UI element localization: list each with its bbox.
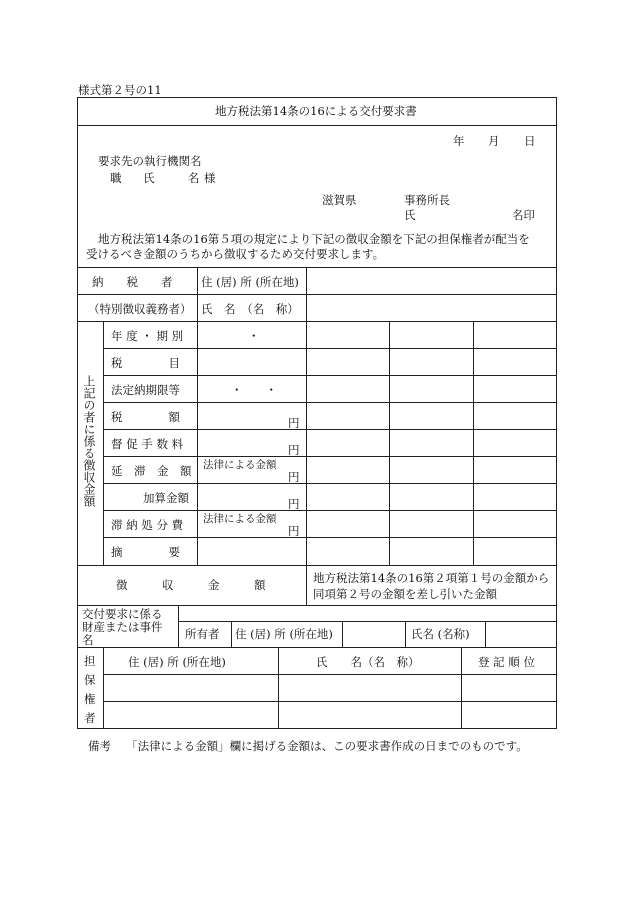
rule-row-7 xyxy=(103,510,557,511)
row-yen-tax-amount: 円 xyxy=(288,416,300,430)
row-yen-disposition-cost: 円 xyxy=(288,524,300,538)
rule-row-5 xyxy=(103,456,557,457)
collection-label: 徴 収 金 額 xyxy=(116,578,266,592)
row-mark-due-date: ・ ・ xyxy=(231,383,277,397)
vline-side-label xyxy=(103,321,104,565)
vline-owner-address xyxy=(342,621,343,647)
security-name-header: 氏 名（名 称） xyxy=(316,655,420,669)
taxpayer-sublabel: （特別徴収義務者） xyxy=(88,302,192,316)
body-text-line-1: 地方税法第14条の16第５項の規定により下記の徴収金額を下記の担保権者が配当を xyxy=(98,232,530,246)
rule-property-mid xyxy=(178,621,557,622)
issuer-surname: 氏 xyxy=(404,208,416,222)
form-title: 地方税法第14条の16による交付要求書 xyxy=(215,104,417,118)
row-label-tax-item: 税 目 xyxy=(111,356,180,370)
property-label-line-2: 財産または事件 xyxy=(82,620,163,634)
row-label-late-charge: 延 滞 金 額 xyxy=(111,464,192,478)
issuer-seal: 名印 xyxy=(512,208,535,222)
vline-col-3 xyxy=(473,321,474,565)
rule-property-end xyxy=(77,647,557,648)
date-day: 日 xyxy=(524,134,536,148)
rule-row-2 xyxy=(103,375,557,376)
property-label-line-1: 交付要求に係る xyxy=(82,607,163,621)
taxpayer-name-label: 氏 名 （名 称） xyxy=(201,302,299,316)
security-side-char-2: 保 xyxy=(84,673,96,687)
vline-owner-name-label xyxy=(405,621,406,647)
rule-row-8 xyxy=(103,537,557,538)
vline-taxpayer-label xyxy=(197,267,198,321)
security-side-char-1: 担 xyxy=(84,654,96,668)
rule-title xyxy=(77,125,557,126)
form-number: 様式第２号の11 xyxy=(78,83,162,97)
property-label-line-3: 名 xyxy=(82,633,94,647)
vline-security-name xyxy=(461,647,462,729)
row-label-tax-amount: 税 額 xyxy=(111,410,180,424)
vline-col-1 xyxy=(306,321,307,605)
row-yen-dunning-fee: 円 xyxy=(288,443,300,457)
row-yen-late-charge: 円 xyxy=(288,470,300,484)
recipient-honorific: 様 xyxy=(204,171,216,185)
rule-security-1 xyxy=(103,674,557,675)
taxpayer-address-label: 住 (居) 所 (所在地) xyxy=(201,275,299,289)
taxpayer-label: 納 税 者 xyxy=(92,275,173,289)
vline-owner-name xyxy=(485,621,486,647)
security-rank-header: 登 記 順 位 xyxy=(478,655,535,669)
security-address-header: 住 (居) 所 (所在地) xyxy=(128,655,226,669)
vline-owner xyxy=(231,621,232,647)
vline-property-label xyxy=(178,605,179,647)
row-yen-additional-tax: 円 xyxy=(288,497,300,511)
security-side-char-3: 権 xyxy=(84,692,96,706)
rule-row-1 xyxy=(103,348,557,349)
vline-security-address xyxy=(278,647,279,729)
vline-taxpayer-value xyxy=(306,267,307,321)
recipient-name-label: 職 氏 名 xyxy=(110,171,200,185)
row-sub-disposition-cost: 法律による金額 xyxy=(203,513,277,525)
issuer-title: 事務所長 xyxy=(404,193,450,207)
row-sub-late-charge: 法律による金額 xyxy=(203,459,277,471)
rule-taxpayer-mid xyxy=(77,294,557,295)
row-label-dunning-fee: 督 促 手 数 料 xyxy=(111,437,184,451)
row-label-additional-tax: 加算金額 xyxy=(143,491,189,505)
rule-taxpayer-end xyxy=(77,321,557,322)
rule-security-2 xyxy=(103,701,557,702)
rule-row-3 xyxy=(103,402,557,403)
vline-row-label xyxy=(197,321,198,565)
rule-row-6 xyxy=(103,483,557,484)
rule-collection-end xyxy=(77,605,557,606)
rule-header-end xyxy=(77,267,557,268)
collection-note-line-1: 地方税法第14条の16第２項第１号の金額から xyxy=(313,571,550,585)
row-mark-fiscal-period: ・ xyxy=(248,329,260,343)
rule-amounts-end xyxy=(77,565,557,566)
amounts-side-label: 上記の者に係る徴収金額 xyxy=(82,375,96,507)
date-month: 月 xyxy=(488,134,500,148)
row-label-disposition-cost: 滞 納 処 分 費 xyxy=(111,518,184,532)
property-name-label: 氏名 (名称) xyxy=(411,627,470,641)
remarks-note: 備考 「法律による金額」欄に掲げる金額は、この要求書作成の日までのものです。 xyxy=(88,739,528,753)
issuer-prefecture: 滋賀県 xyxy=(322,193,357,207)
rule-row-4 xyxy=(103,429,557,430)
body-text-line-2: 受けるべき金額のうちから徴収するため交付要求します。 xyxy=(86,247,385,261)
row-label-remarks: 摘 要 xyxy=(111,545,180,559)
recipient-office-label: 要求先の執行機関名 xyxy=(98,154,202,168)
row-label-due-date: 法定納期限等 xyxy=(111,383,180,397)
security-side-char-4: 者 xyxy=(84,711,96,725)
property-address-label: 住 (居) 所 (所在地) xyxy=(235,627,333,641)
date-year: 年 xyxy=(453,134,465,148)
collection-note-line-2: 同項第２号の金額を差し引いた金額 xyxy=(313,587,497,601)
property-owner-label: 所有者 xyxy=(185,627,220,641)
row-label-fiscal-period: 年 度 ・ 期 別 xyxy=(111,329,184,343)
vline-security-side xyxy=(103,647,104,729)
vline-col-2 xyxy=(389,321,390,565)
